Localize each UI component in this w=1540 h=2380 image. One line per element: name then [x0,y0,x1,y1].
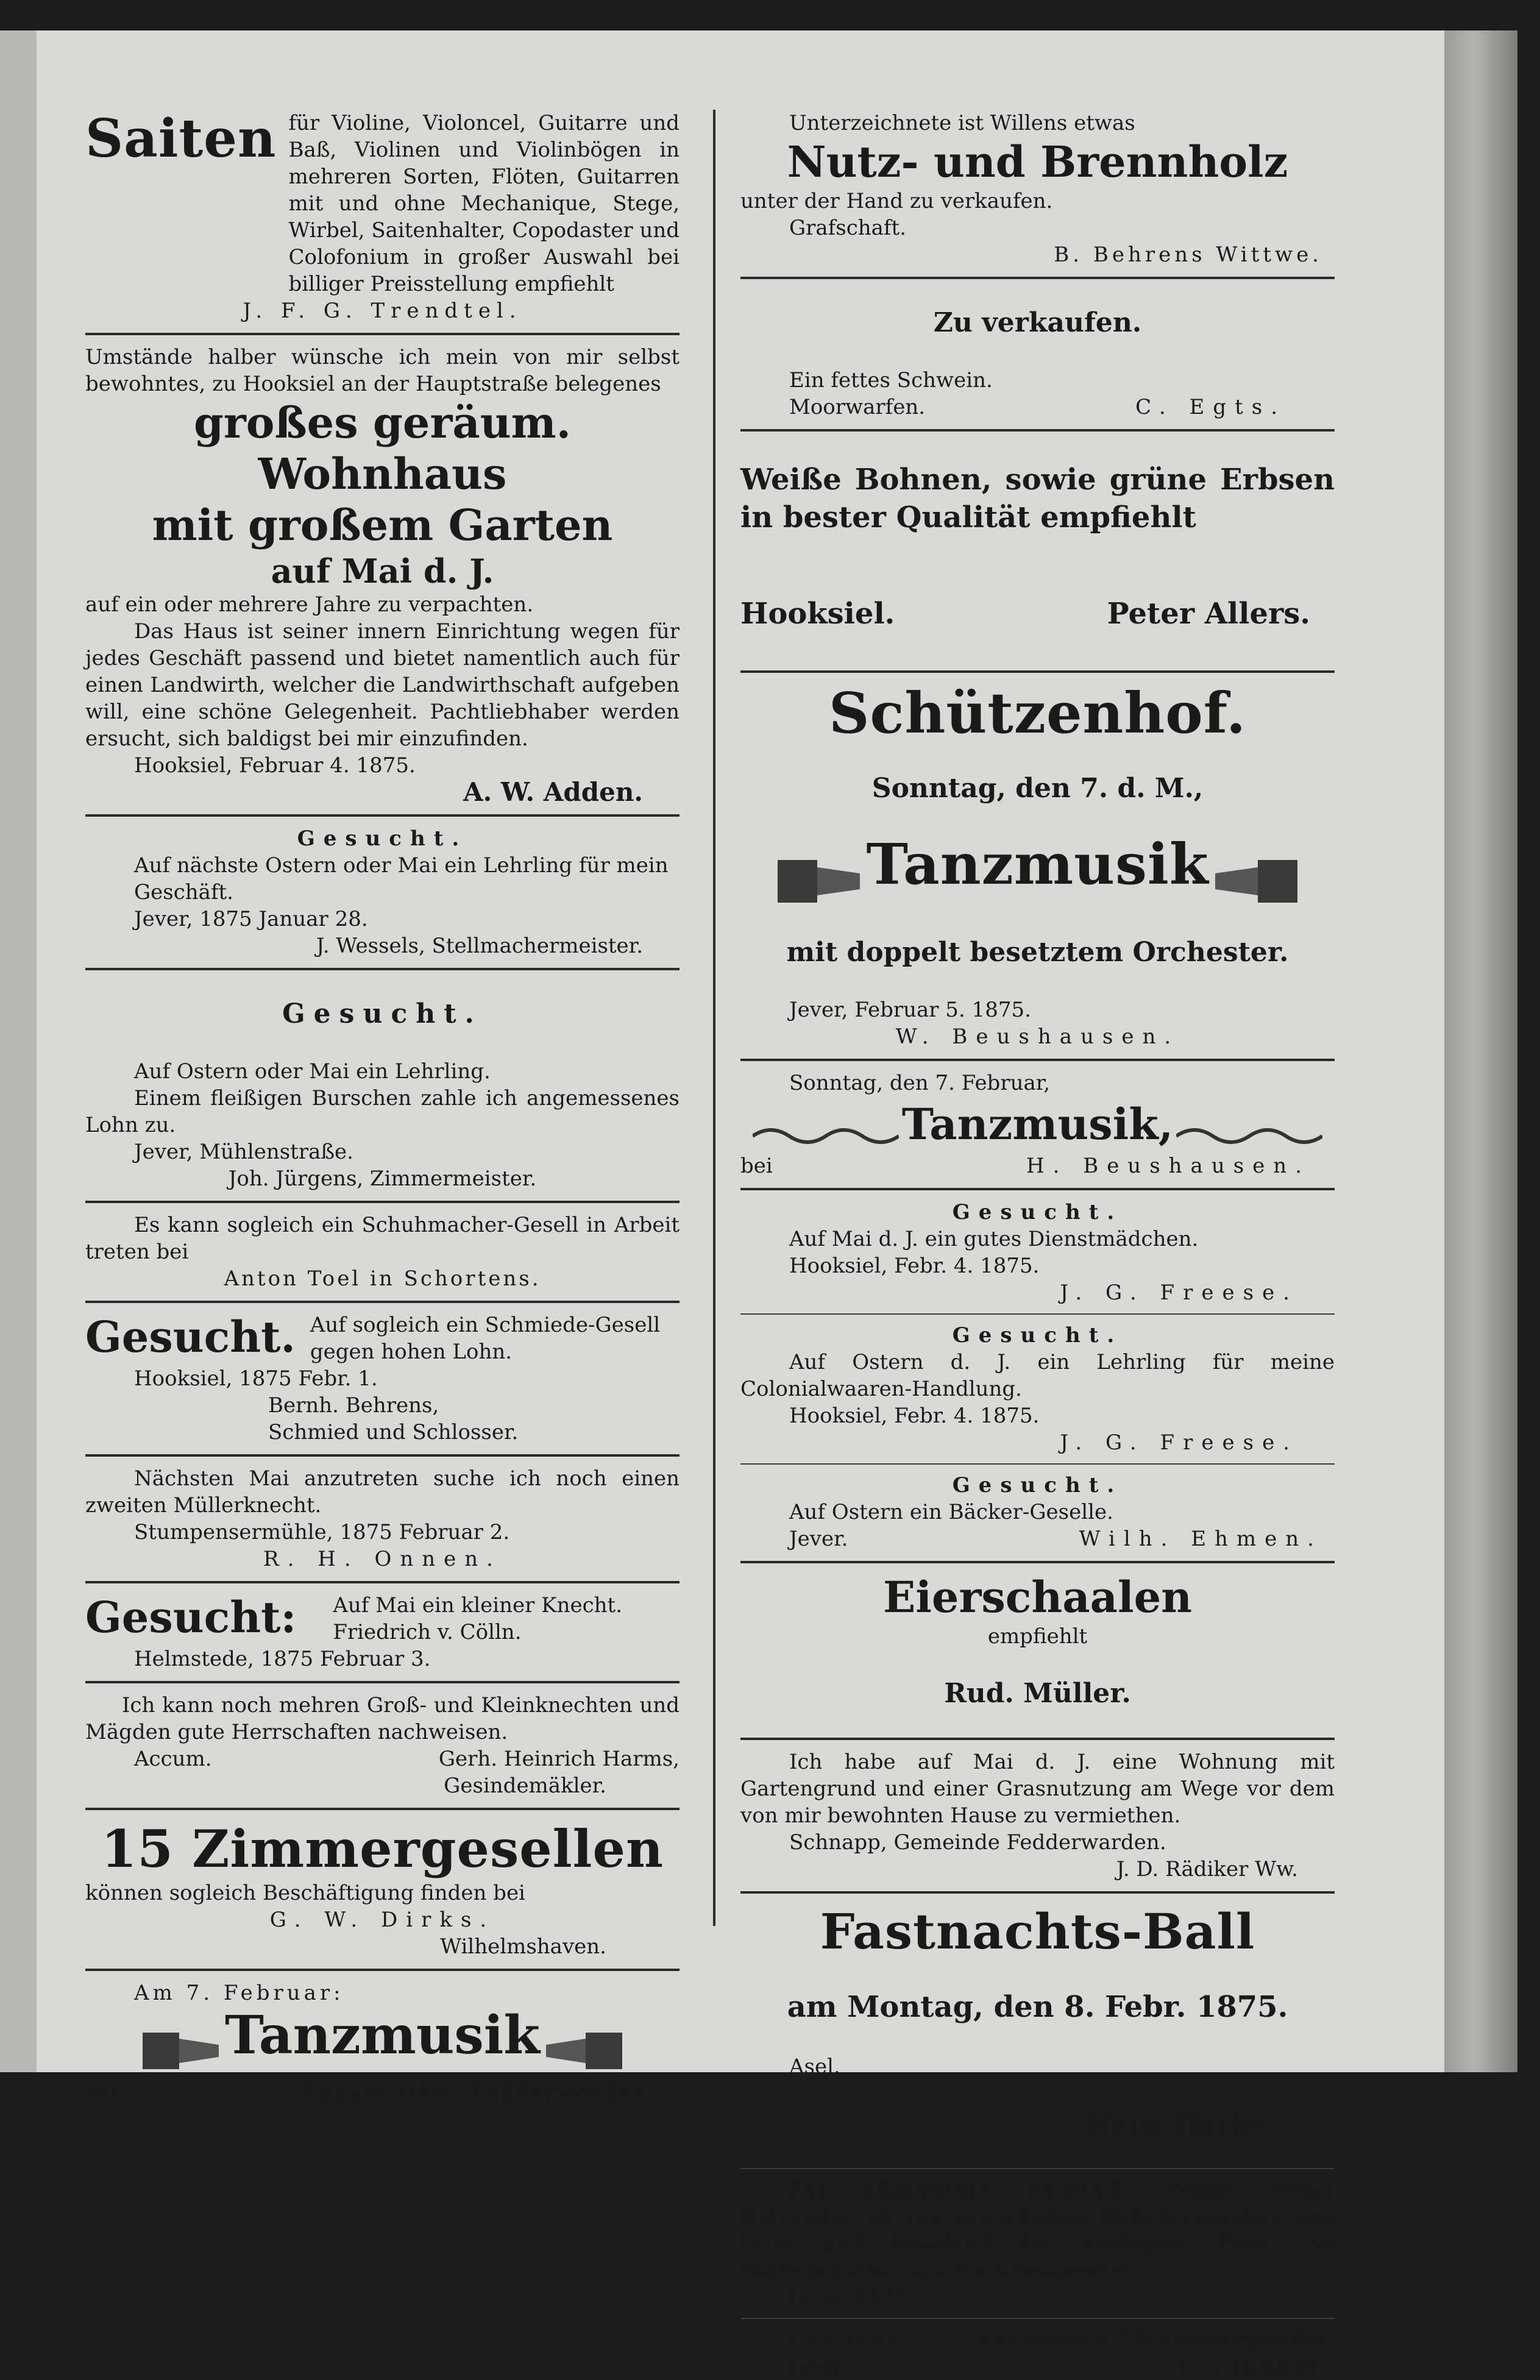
ad-line: unter der Hand zu verkaufen. [740,189,1053,213]
ad-place: Jever, 1875. [789,2284,914,2309]
ad-place: Helmstede, 1875 Februar 3. [134,1647,431,1671]
ad-title: Gesucht. [952,1199,1123,1224]
ad-intro: Umstände halber wünsche ich mein von mir selbst bewohntes, zu Hooksiel an der Hauptstraße belegenes [85,345,680,396]
ad-schuhmacher [85,1212,680,1292]
page-right-edge [1444,30,1517,2072]
ad-date: Sonntag, den 7. Februar, [789,1070,1051,1095]
ad-place: Hooksiel, Febr. 4. 1875. [789,1403,1040,1428]
ad-heading: Tanzmusik [224,2005,541,2066]
ad-gesucht-juergens [85,997,680,1192]
ad-signature: Gerh. Heinrich Harms, [438,1747,680,1771]
divider [85,1201,680,1203]
ad-heading: Tanzmusik [866,831,1209,897]
ad-signature: G. W. Dirks. [269,1908,495,1932]
ad-subheading: mit großem Garten [152,500,613,550]
divider [740,1738,1335,1740]
hand-ornament-icon [143,2027,222,2075]
ad-body: Auf Ostern d. J. ein Lehrling für meine Colonialwaaren-Handlung. [740,1349,1335,1401]
ad-signature: J. G. Freese. [1060,1280,1298,1305]
ad-body: Ich kann noch mehren Groß- und Kleinknechten und Mägden gute Herrschaften nachweisen. [85,1693,680,1744]
divider [740,429,1335,432]
ad-heading: Eierschaalen [882,1571,1193,1622]
ad-place: Jever. [789,2354,848,2379]
hand-ornament-icon [778,854,863,909]
ad-signature: H. Beushausen. [1026,1153,1310,1178]
divider [85,1454,680,1457]
ad-brennholz [740,110,1335,268]
ad-place: Moorwarfen. [789,395,926,419]
ad-signature: Wilh. Ehmen. [1079,1526,1322,1551]
divider [740,1188,1335,1190]
ad-place: Hooksiel, Febr. 4. 1875. [789,1253,1040,1278]
ad-signature: J. F. G. Trendtel. [243,299,522,323]
ad-line: Unterzeichnete ist Willens etwas [789,111,1135,135]
ad-body: können sogleich Beschäftigung finden bei [85,1881,525,1905]
ad-schneidergesellen [740,2326,1335,2380]
ad-place: Grafschaft. [789,216,906,240]
ad-body: Auf Ostern ein Bäcker-Geselle. [789,1499,1113,1524]
ad-line: Auf Ostern oder Mai ein Lehrling. [134,1059,491,1084]
hand-ornament-icon [543,2027,622,2075]
divider [85,1969,680,1971]
ad-saiten [85,110,680,297]
ad-place: Jever. [789,1526,848,1551]
ad-signature: B. Behrens Wittwe. [1054,243,1322,267]
ad-location: Wilhelmshaven. [440,1934,606,1959]
ad-title: Gesucht. [789,2327,912,2352]
ad-signature: W. Beushausen. [895,1024,1180,1049]
ad-signature-title: Schmied und Schlosser. [268,1420,519,1444]
ad-schuetzenhof [740,681,1335,1050]
ad-gesucht-coelln [85,1592,680,1672]
ad-title: Gesucht. [297,826,468,851]
ad-heading: großes geräum. Wohnhaus [193,397,572,499]
ad-body: Einem fleißigen Burschen zahle ich angemessenes Lohn zu. [85,1086,680,1137]
ad-place: Schnapp, Gemeinde Fedderwarden. [789,1830,1166,1855]
ad-line: empfiehlt [987,1624,1088,1649]
ad-place: Jever, 1875 Januar 28. [134,907,368,931]
ad-body: Auf nächste Ostern oder Mai ein Lehrling für mein Geschäft. [134,853,669,904]
divider [85,968,680,970]
ad-body: Nächsten Mai anzutreten suche ich noch einen zweiten Müllerknecht. [85,1466,680,1518]
ad-gesucht-lehrling-freese [740,1322,1335,1456]
ad-signature: Eduard Obst, Fedderwarden. [302,2080,655,2105]
divider [740,2318,1335,2319]
scroll-ornament-icon [753,1124,899,1148]
ad-gesucht-baecker [740,1472,1335,1552]
ad-heading: Tanzmusik, [901,1098,1174,1149]
column-divider [713,110,715,1926]
ad-signature: J. D. Rädiker Ww. [1116,1856,1298,1881]
ad-heading: Schützenhof. [829,680,1246,746]
ad-line: Auf Mai ein kleiner Knecht. [333,1593,623,1618]
divider [740,1891,1335,1894]
divider [85,333,680,335]
ad-place: Hooksiel, 1875 Febr. 1. [134,1366,378,1391]
divider [85,1301,680,1303]
ad-body: Zur allgemeinen Kenntniß: Wegen hoher Holzpreise ist von sämmtlichen Böttchermeistern aus Jever und Jeverland der niedrigste Preis von Butterachteln auf 2 Mark festgesetzt. [740,2177,1335,2282]
ad-line: mit doppelt besetztem Orchester. [786,936,1289,968]
ad-body: Ein fettes Schwein. [789,368,993,393]
ad-wohnhaus [85,344,680,806]
scroll-ornament-icon [1176,1124,1322,1148]
ad-title: Gesucht. [282,998,483,1029]
ad-date: Sonntag, den 7. d. M., [871,773,1204,804]
ad-signature: Bernh. Behrens, [268,1393,439,1418]
ad-place: Accum. [134,1747,212,1771]
ad-line: Auf sogleich ein Schmiede-Gesell [310,1313,661,1337]
ad-body: für Violine, Violoncel, Guitarre und Baß, Violinen und Violinbögen in mehreren Sorten, Flöten, Guitarren mit und ohne Mechanique, Stege, Wirbel, Saitenhalter, Copodaster und Colofonium in großer Auswahl bei billiger Preisstellung empfiehlt [288,111,680,296]
ad-signature-title: Gesindemäkler. [444,1774,606,1798]
ad-body: Auf sogleich 2 Schneidergesellen. [978,2327,1335,2352]
ad-subheading: am Montag, den 8. Febr. 1875. [787,1989,1288,2024]
ad-place: Jever, Februar 5. 1875. [789,997,1031,1022]
ad-gesucht-behrens [85,1312,680,1446]
hand-ornament-icon [1212,854,1297,909]
ad-signature: Friedrich v. Cölln. [333,1620,522,1644]
ad-signature: A. W. Adden. [463,777,643,807]
ad-gesucht-wessels [85,825,680,959]
right-column [740,110,1335,2380]
divider [85,1681,680,1683]
ad-signature: C. Egts. [1135,395,1286,419]
ad-zu-verkaufen [740,306,1335,421]
ad-body: Weiße Bohnen, sowie grüne Erbsen in bester Qualität empfiehlt [740,463,1335,535]
ad-tanzmusik-beushausen [740,1070,1335,1179]
ad-tanzmusik-obst [85,1980,680,2106]
divider [740,1313,1335,1315]
ad-title: Gesucht: [85,1592,297,1643]
ad-body: Ich habe auf Mai d. J. eine Wohnung mit Gartengrund und einer Grasnutzung am Wege vor dem von mir bewohnten Hause zu vermiethen. [740,1749,1335,1828]
ad-title: Gesucht. [952,1323,1123,1348]
ad-zimmergesellen [85,1819,680,1960]
ad-place: Hooksiel, Februar 4. 1875. [134,753,416,778]
ad-signature: J. G. Freese. [1060,1430,1298,1455]
ad-line: auf ein oder mehrere Jahre zu verpachten. [85,592,534,617]
ad-subheading: auf Mai d. J. [271,552,494,591]
ad-signature: Rud. Müller. [944,1677,1131,1709]
ad-place: Asel. [789,2054,840,2079]
divider [740,2168,1335,2169]
ad-fastnachts-ball [740,1902,1335,2141]
ad-date: Am 7. Februar: [134,1981,344,2005]
ad-body: Das Haus ist seiner innern Einrichtung wegen für jedes Geschäft passend und bietet namentlich auch für einen Landwirth, welcher die Landwirthschaft aufgeben will, eine schöne Gelegenheit. Pachtliebhaber werden ersucht, sich baldigst bei mir einzufinden. [85,619,680,751]
divider [740,277,1335,279]
ad-label: bei [85,2080,118,2105]
ad-line: gegen hohen Lohn. [310,1340,513,1364]
ad-body: Auf Mai d. J. ein gutes Dienstmädchen. [789,1226,1199,1251]
divider [740,670,1335,673]
ad-signature: F. G. Holthoff. [1177,2354,1322,2379]
divider [85,814,680,817]
ad-signature: J. Wessels, Stellmachermeister. [316,934,643,958]
ad-kenntniss [740,2176,1335,2311]
ad-signature: Anton Toel in Schortens. [224,1266,541,1291]
divider [85,1581,680,1583]
ad-signature: Joh. Jürgens, Zimmermeister. [228,1167,537,1191]
divider [85,1808,680,1810]
page-left-edge [0,30,37,2072]
ad-label: bei [740,1153,773,1178]
ad-signature: R. H. Onnen. [263,1547,502,1571]
ad-gesucht-dienstmaedchen [740,1199,1335,1306]
ad-body: Es kann sogleich ein Schuhmacher-Gesell in Arbeit treten bei [85,1213,680,1264]
ad-title: Gesucht. [85,1312,296,1362]
ad-heading: Saiten [85,108,277,169]
left-column [85,110,680,2106]
ad-heading: Fastnachts-Ball [820,1902,1255,1960]
ad-heading: 15 Zimmergesellen [101,1819,664,1879]
divider [740,1561,1335,1563]
ad-signature: Peter Allers. [1107,597,1310,631]
ad-knechte [85,1692,680,1799]
ad-eierschaalen [740,1572,1335,1711]
ad-signature: Hero Tjarks. [1085,2108,1274,2139]
ad-muellerknecht [85,1465,680,1572]
ad-wohnung [740,1749,1335,1883]
divider [740,1059,1335,1061]
ad-title: Gesucht. [952,1472,1123,1497]
ad-place: Jever, Mühlenstraße. [134,1140,353,1164]
divider [740,1463,1335,1465]
ad-title: Zu verkaufen. [933,307,1142,338]
ad-bohnen [740,461,1335,662]
ad-place: Stumpensermühle, 1875 Februar 2. [134,1520,510,1544]
ad-place: Hooksiel. [740,597,895,631]
ad-heading: Nutz- und Brennholz [787,137,1288,187]
